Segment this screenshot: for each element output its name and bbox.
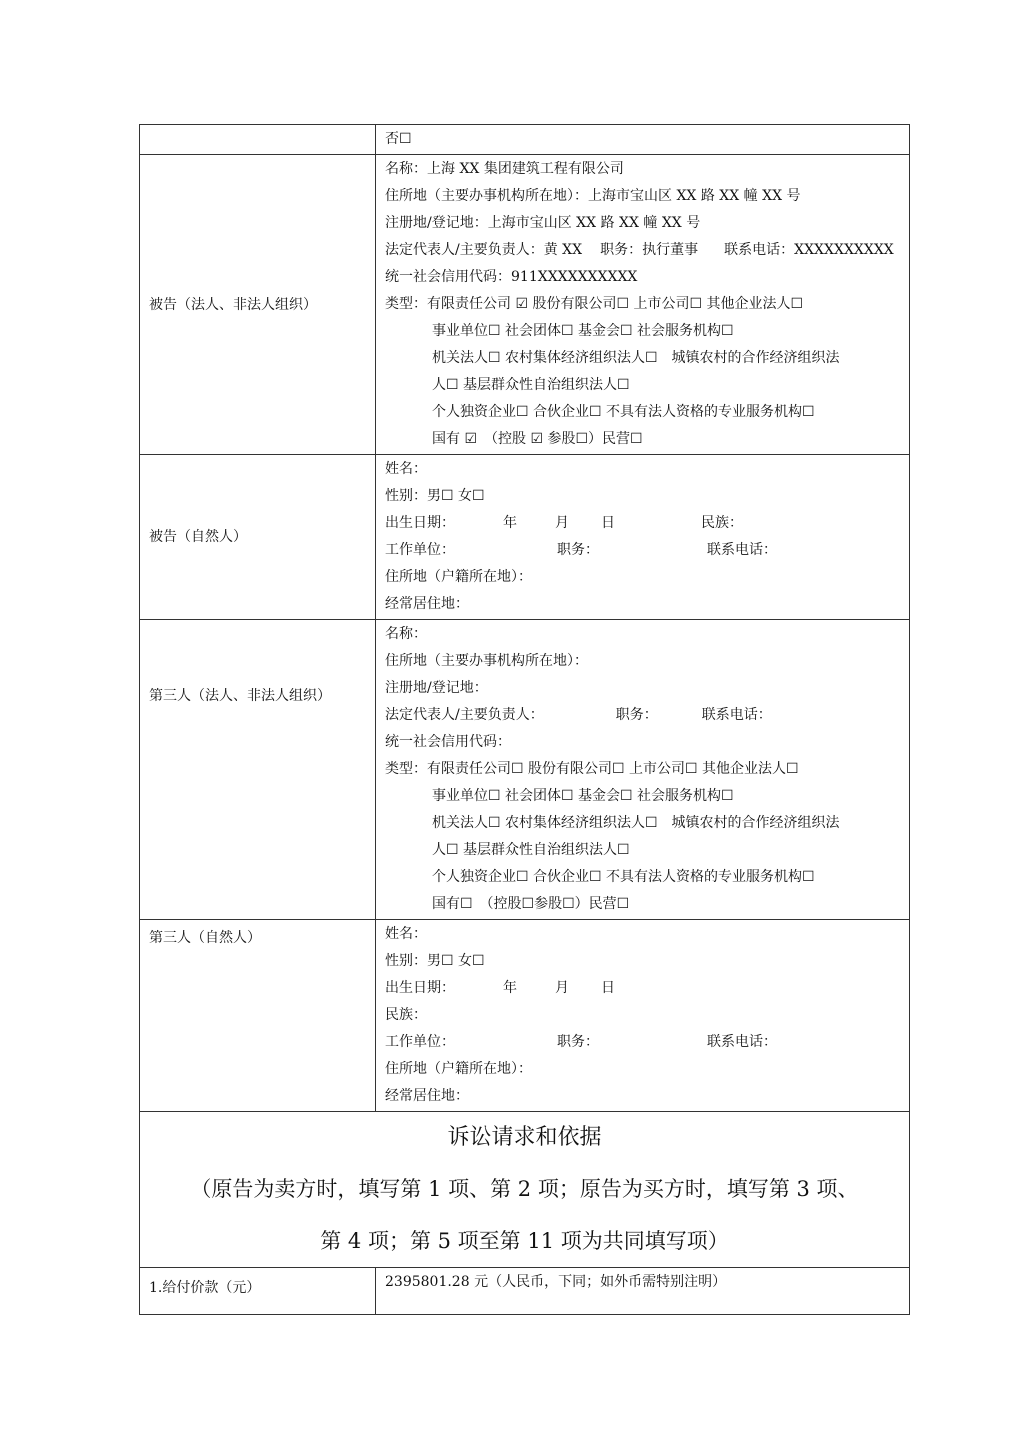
org-rep-line xyxy=(385,237,909,264)
no-checkbox-option[interactable]: 否☐ xyxy=(385,131,412,147)
form-row-item-1 xyxy=(140,1268,910,1315)
org-type-line-6[interactable]: 国有☐ （控股☐参股☐）民营☐ xyxy=(432,896,630,912)
ethnicity-field[interactable]: 民族： xyxy=(701,515,743,531)
claims-subtitle-line-1: （原告为卖方时，填写第 1 项、第 2 项；原告为买方时，填写第 3 项、 xyxy=(190,1177,859,1201)
residence-field[interactable]: 经常居住地： xyxy=(385,1088,469,1104)
org-type-line-4[interactable]: 人☐ 基层群众性自治组织法人☐ xyxy=(432,842,630,858)
birth-line xyxy=(385,975,909,1002)
form-row-third-party-person xyxy=(140,920,910,1112)
residence-field[interactable]: 经常居住地： xyxy=(385,596,469,612)
row-value xyxy=(376,125,910,155)
phone-field[interactable]: 联系电话： xyxy=(707,1034,777,1050)
form-row-defendant-person xyxy=(140,455,910,620)
org-type-line-3[interactable]: 机关法人☐ 农村集体经济组织法人☐ 城镇农村的合作经济组织法 xyxy=(432,815,840,831)
year-label: 年 xyxy=(503,515,517,531)
domicile-field[interactable]: 住所地（户籍所在地）： xyxy=(385,569,532,585)
org-registered-field[interactable]: 注册地/登记地： xyxy=(385,680,488,696)
payment-amount-value[interactable]: 2395801.28 元（人民币，下同；如外币需特别注明） xyxy=(385,1274,727,1290)
org-rep-line xyxy=(385,702,909,729)
birth-date-field[interactable]: 出生日期： xyxy=(385,980,455,996)
gender-field[interactable]: 性别：男☐ 女☐ xyxy=(385,953,485,969)
payment-amount-field xyxy=(376,1268,910,1315)
day-label: 日 xyxy=(601,515,615,531)
row-label: 第三人（法人、非法人组织） xyxy=(140,620,376,920)
org-name-field[interactable]: 名称： xyxy=(385,626,427,642)
org-type-line-2[interactable]: 事业单位☐ 社会团体☐ 基金会☐ 社会服务机构☐ xyxy=(432,323,734,339)
birth-ethnicity-line xyxy=(385,510,909,537)
legal-rep-field[interactable]: 法定代表人/主要负责人： xyxy=(385,707,544,723)
person-name-field[interactable]: 姓名： xyxy=(385,461,427,477)
org-type-line-1[interactable]: 类型：有限责任公司☐ 股份有限公司☐ 上市公司☐ 其他企业法人☐ xyxy=(385,761,799,777)
third-org-details xyxy=(376,620,910,920)
birth-date-field[interactable]: 出生日期： xyxy=(385,515,455,531)
form-row-defendant-org xyxy=(140,155,910,455)
org-registered-field[interactable]: 注册地/登记地：上海市宝山区 XX 路 XX 幢 XX 号 xyxy=(385,215,701,231)
row-label: 被告（自然人） xyxy=(140,455,376,620)
phone-field[interactable]: 联系电话： xyxy=(707,542,777,558)
form-row-third-party-org xyxy=(140,620,910,920)
position-field[interactable]: 职务： xyxy=(615,707,658,723)
defendant-person-details xyxy=(376,455,910,620)
month-label: 月 xyxy=(555,515,569,531)
org-type-line-4[interactable]: 人☐ 基层群众性自治组织法人☐ xyxy=(432,377,630,393)
ethnicity-field[interactable]: 民族： xyxy=(385,1007,427,1023)
form-row-continuation xyxy=(140,125,910,155)
row-label: 被告（法人、非法人组织） xyxy=(140,155,376,455)
claims-heading-cell xyxy=(140,1112,910,1268)
third-person-details xyxy=(376,920,910,1112)
position-field[interactable]: 职务： xyxy=(557,542,599,558)
employer-line xyxy=(385,1029,909,1056)
org-domicile-field[interactable]: 住所地（主要办事机构所在地）： xyxy=(385,653,588,669)
org-type-line-5[interactable]: 个人独资企业☐ 合伙企业☐ 不具有法人资格的专业服务机构☐ xyxy=(432,404,815,420)
employer-line xyxy=(385,537,909,564)
row-label: 1.给付价款（元） xyxy=(140,1268,376,1315)
gender-field[interactable]: 性别：男☐ 女☐ xyxy=(385,488,485,504)
employer-field[interactable]: 工作单位： xyxy=(385,542,455,558)
employer-field[interactable]: 工作单位： xyxy=(385,1034,455,1050)
legal-rep-field[interactable]: 法定代表人/主要负责人：黄 XX xyxy=(385,242,583,258)
person-name-field[interactable]: 姓名： xyxy=(385,926,427,942)
claims-subtitle-line-2: 第 4 项；第 5 项至第 11 项为共同填写项） xyxy=(320,1229,729,1253)
complaint-form-table xyxy=(139,124,910,1315)
domicile-field[interactable]: 住所地（户籍所在地）： xyxy=(385,1061,532,1077)
org-type-line-6[interactable]: 国有 ☑ （控股 ☑ 参股☐）民营☐ xyxy=(432,431,643,447)
form-row-claims-heading xyxy=(140,1112,910,1268)
org-type-line-5[interactable]: 个人独资企业☐ 合伙企业☐ 不具有法人资格的专业服务机构☐ xyxy=(432,869,815,885)
month-label: 月 xyxy=(555,980,569,996)
org-type-line-2[interactable]: 事业单位☐ 社会团体☐ 基金会☐ 社会服务机构☐ xyxy=(432,788,734,804)
claims-title: 诉讼请求和依据 xyxy=(447,1125,602,1150)
org-type-line-1[interactable]: 类型：有限责任公司 ☑ 股份有限公司☐ 上市公司☐ 其他企业法人☐ xyxy=(385,296,804,312)
defendant-org-details xyxy=(376,155,910,455)
row-label: 第三人（自然人） xyxy=(140,920,376,1112)
credit-code-field[interactable]: 统一社会信用代码： xyxy=(385,734,511,750)
phone-field[interactable]: 联系电话： xyxy=(701,707,772,723)
credit-code-field[interactable]: 统一社会信用代码：911XXXXXXXXXX xyxy=(385,269,638,285)
year-label: 年 xyxy=(503,980,517,996)
org-type-line-3[interactable]: 机关法人☐ 农村集体经济组织法人☐ 城镇农村的合作经济组织法 xyxy=(432,350,840,366)
day-label: 日 xyxy=(601,980,615,996)
org-name-field[interactable]: 名称：上海 XX 集团建筑工程有限公司 xyxy=(385,161,624,177)
position-field[interactable]: 职务： xyxy=(557,1034,599,1050)
phone-field[interactable]: 联系电话：XXXXXXXXXX xyxy=(724,242,894,258)
position-field[interactable]: 职务：执行董事 xyxy=(600,242,699,258)
row-label-empty xyxy=(140,125,376,155)
org-domicile-field[interactable]: 住所地（主要办事机构所在地）：上海市宝山区 XX 路 XX 幢 XX 号 xyxy=(385,188,801,204)
